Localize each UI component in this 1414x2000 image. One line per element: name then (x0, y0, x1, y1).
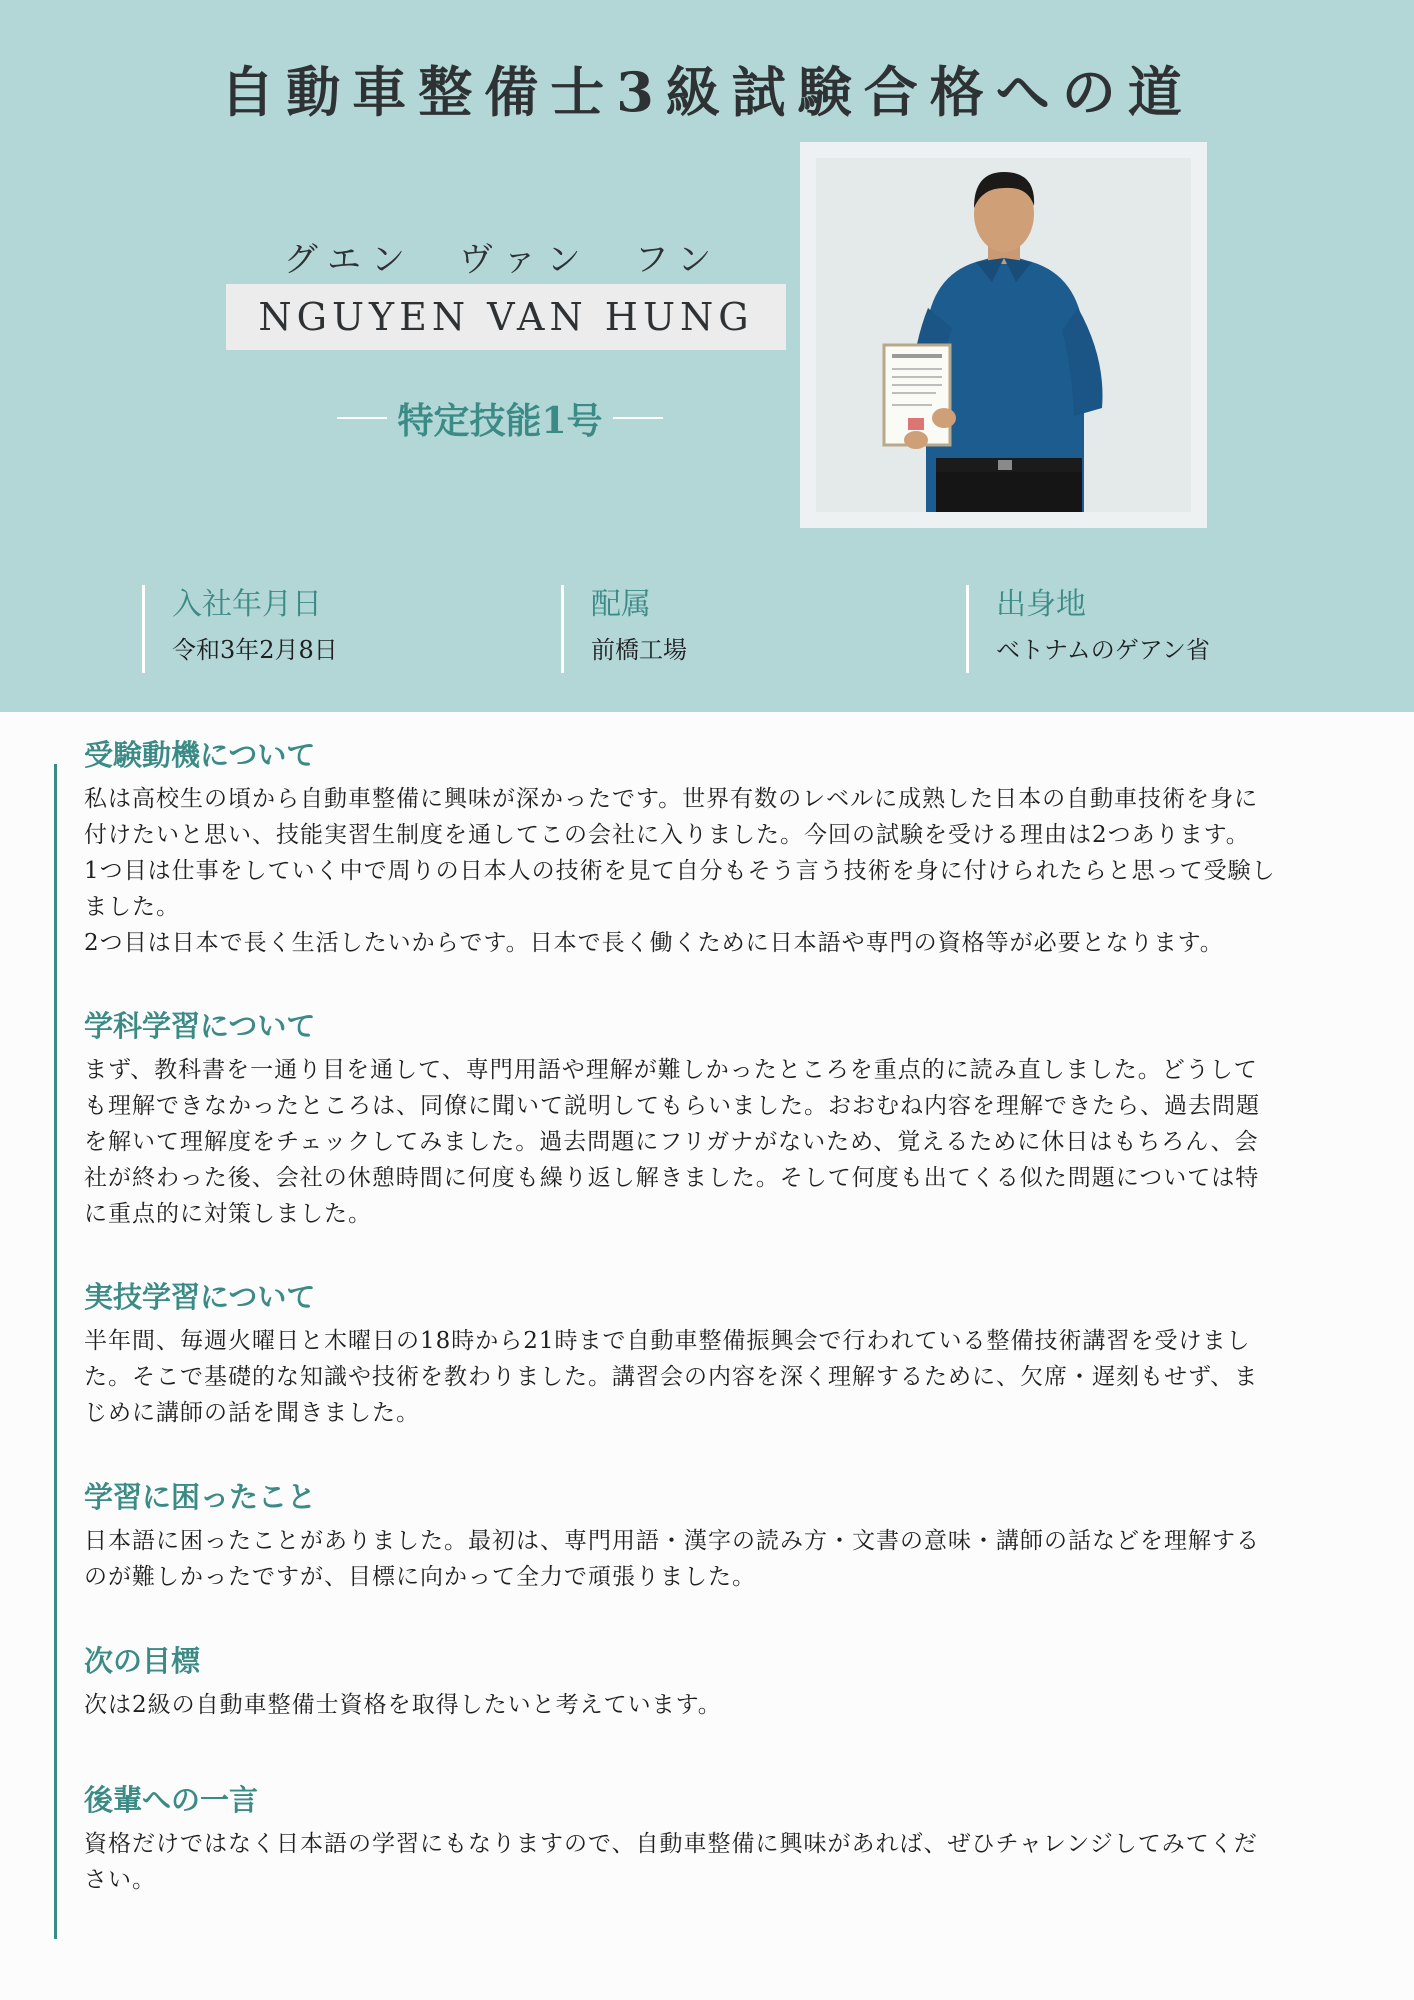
header-banner (0, 0, 1414, 712)
section-difficulties (84, 1477, 1384, 1595)
section-body: 私は高校生の頃から自動車整備に興味が深かったです。世界有数のレベルに成熟した日本の自動車技術を身に 付けたいと思い、技能実習生制度を通してこの会社に入りました。今回の試験を受ける理由は2つあります。 1つ目は仕事をしていく中で周りの日本人の技術を見て自分もそう言う技術を身に付けられたらと思って受験し ました。 2つ目は日本で長く生活したいからです。日本で長く働くために日本語や専門の資格等が必要となります。 (84, 786, 1276, 956)
name-romaji: NGUYEN VAN HUNG (258, 295, 754, 339)
section-next-goal (84, 1641, 1384, 1723)
info-label: 出身地 (996, 587, 1086, 622)
section-title: 受験動機について (84, 738, 316, 772)
name-katakana: グエン ヴァン フン (283, 240, 722, 280)
section-message-to-juniors (84, 1780, 1384, 1898)
name-plate (226, 284, 786, 350)
section-body: 日本語に困ったことがありました。最初は、専門用語・漢字の読み方・文書の意味・講師の話などを理解する のが難しかったですが、目標に向かって全力で頑張りました。 (84, 1528, 1260, 1590)
section-body: 半年間、毎週火曜日と木曜日の18時から21時まで自動車整備振興会で行われている整備技術講習を受けまし た。そこで基礎的な知識や技術を教わりました。講習会の内容を深く理解するために、欠席・遅刻もせず、ま じめに講師の話を聞きました。 (84, 1328, 1259, 1426)
section-title: 次の目標 (84, 1644, 201, 1678)
section-body: まず、教科書を一通り目を通して、専門用語や理解が難しかったところを重点的に読み直しました。どうして も理解できなかったところは、同僚に聞いて説明してもらいました。おおむね内容を理解できたら、過去問題 を解いて理解度をチェックしてみました。過去問題にフリガナがないため、覚えるために休日はもちろん、会 社が終わった後、会社の休憩時間に何度も繰り返し解きました。そして何度も出てくる似た問題については特 に重点的に対策しました。 (84, 1057, 1260, 1227)
info-label: 配属 (591, 587, 651, 622)
portrait-photo (816, 158, 1191, 512)
info-join-date (142, 585, 542, 673)
section-motivation (84, 735, 1384, 961)
visa-left-rule (337, 417, 387, 419)
section-title: 学科学習について (84, 1009, 316, 1043)
info-department (561, 585, 931, 673)
info-value: 前橋工場 (591, 636, 687, 664)
visa-type: 特定技能1号 (397, 399, 603, 442)
info-hometown (966, 585, 1356, 673)
section-title: 実技学習について (84, 1280, 316, 1314)
section-practical-study (84, 1277, 1384, 1431)
info-value: ベトナムのゲアン省 (996, 636, 1210, 664)
visa-status (300, 390, 700, 446)
section-body: 次は2級の自動車整備士資格を取得したいと考えています。 (84, 1692, 722, 1718)
section-title: 後輩への一言 (84, 1783, 259, 1817)
info-label: 入社年月日 (172, 587, 322, 622)
portrait-photo-frame (800, 142, 1207, 528)
section-title: 学習に困ったこと (84, 1480, 317, 1514)
section-academic-study (84, 1006, 1384, 1232)
section-body: 資格だけではなく日本語の学習にもなりますので、自動車整備に興味があれば、ぜひチャレンジしてみてくだ さい。 (84, 1831, 1258, 1893)
visa-right-rule (613, 417, 663, 419)
info-value: 令和3年2月8日 (172, 636, 338, 664)
person-holding-certificate-illustration (816, 158, 1191, 512)
page-title: 自動車整備士3級試験合格への道 (220, 60, 1194, 124)
content-left-rule (54, 764, 57, 1939)
